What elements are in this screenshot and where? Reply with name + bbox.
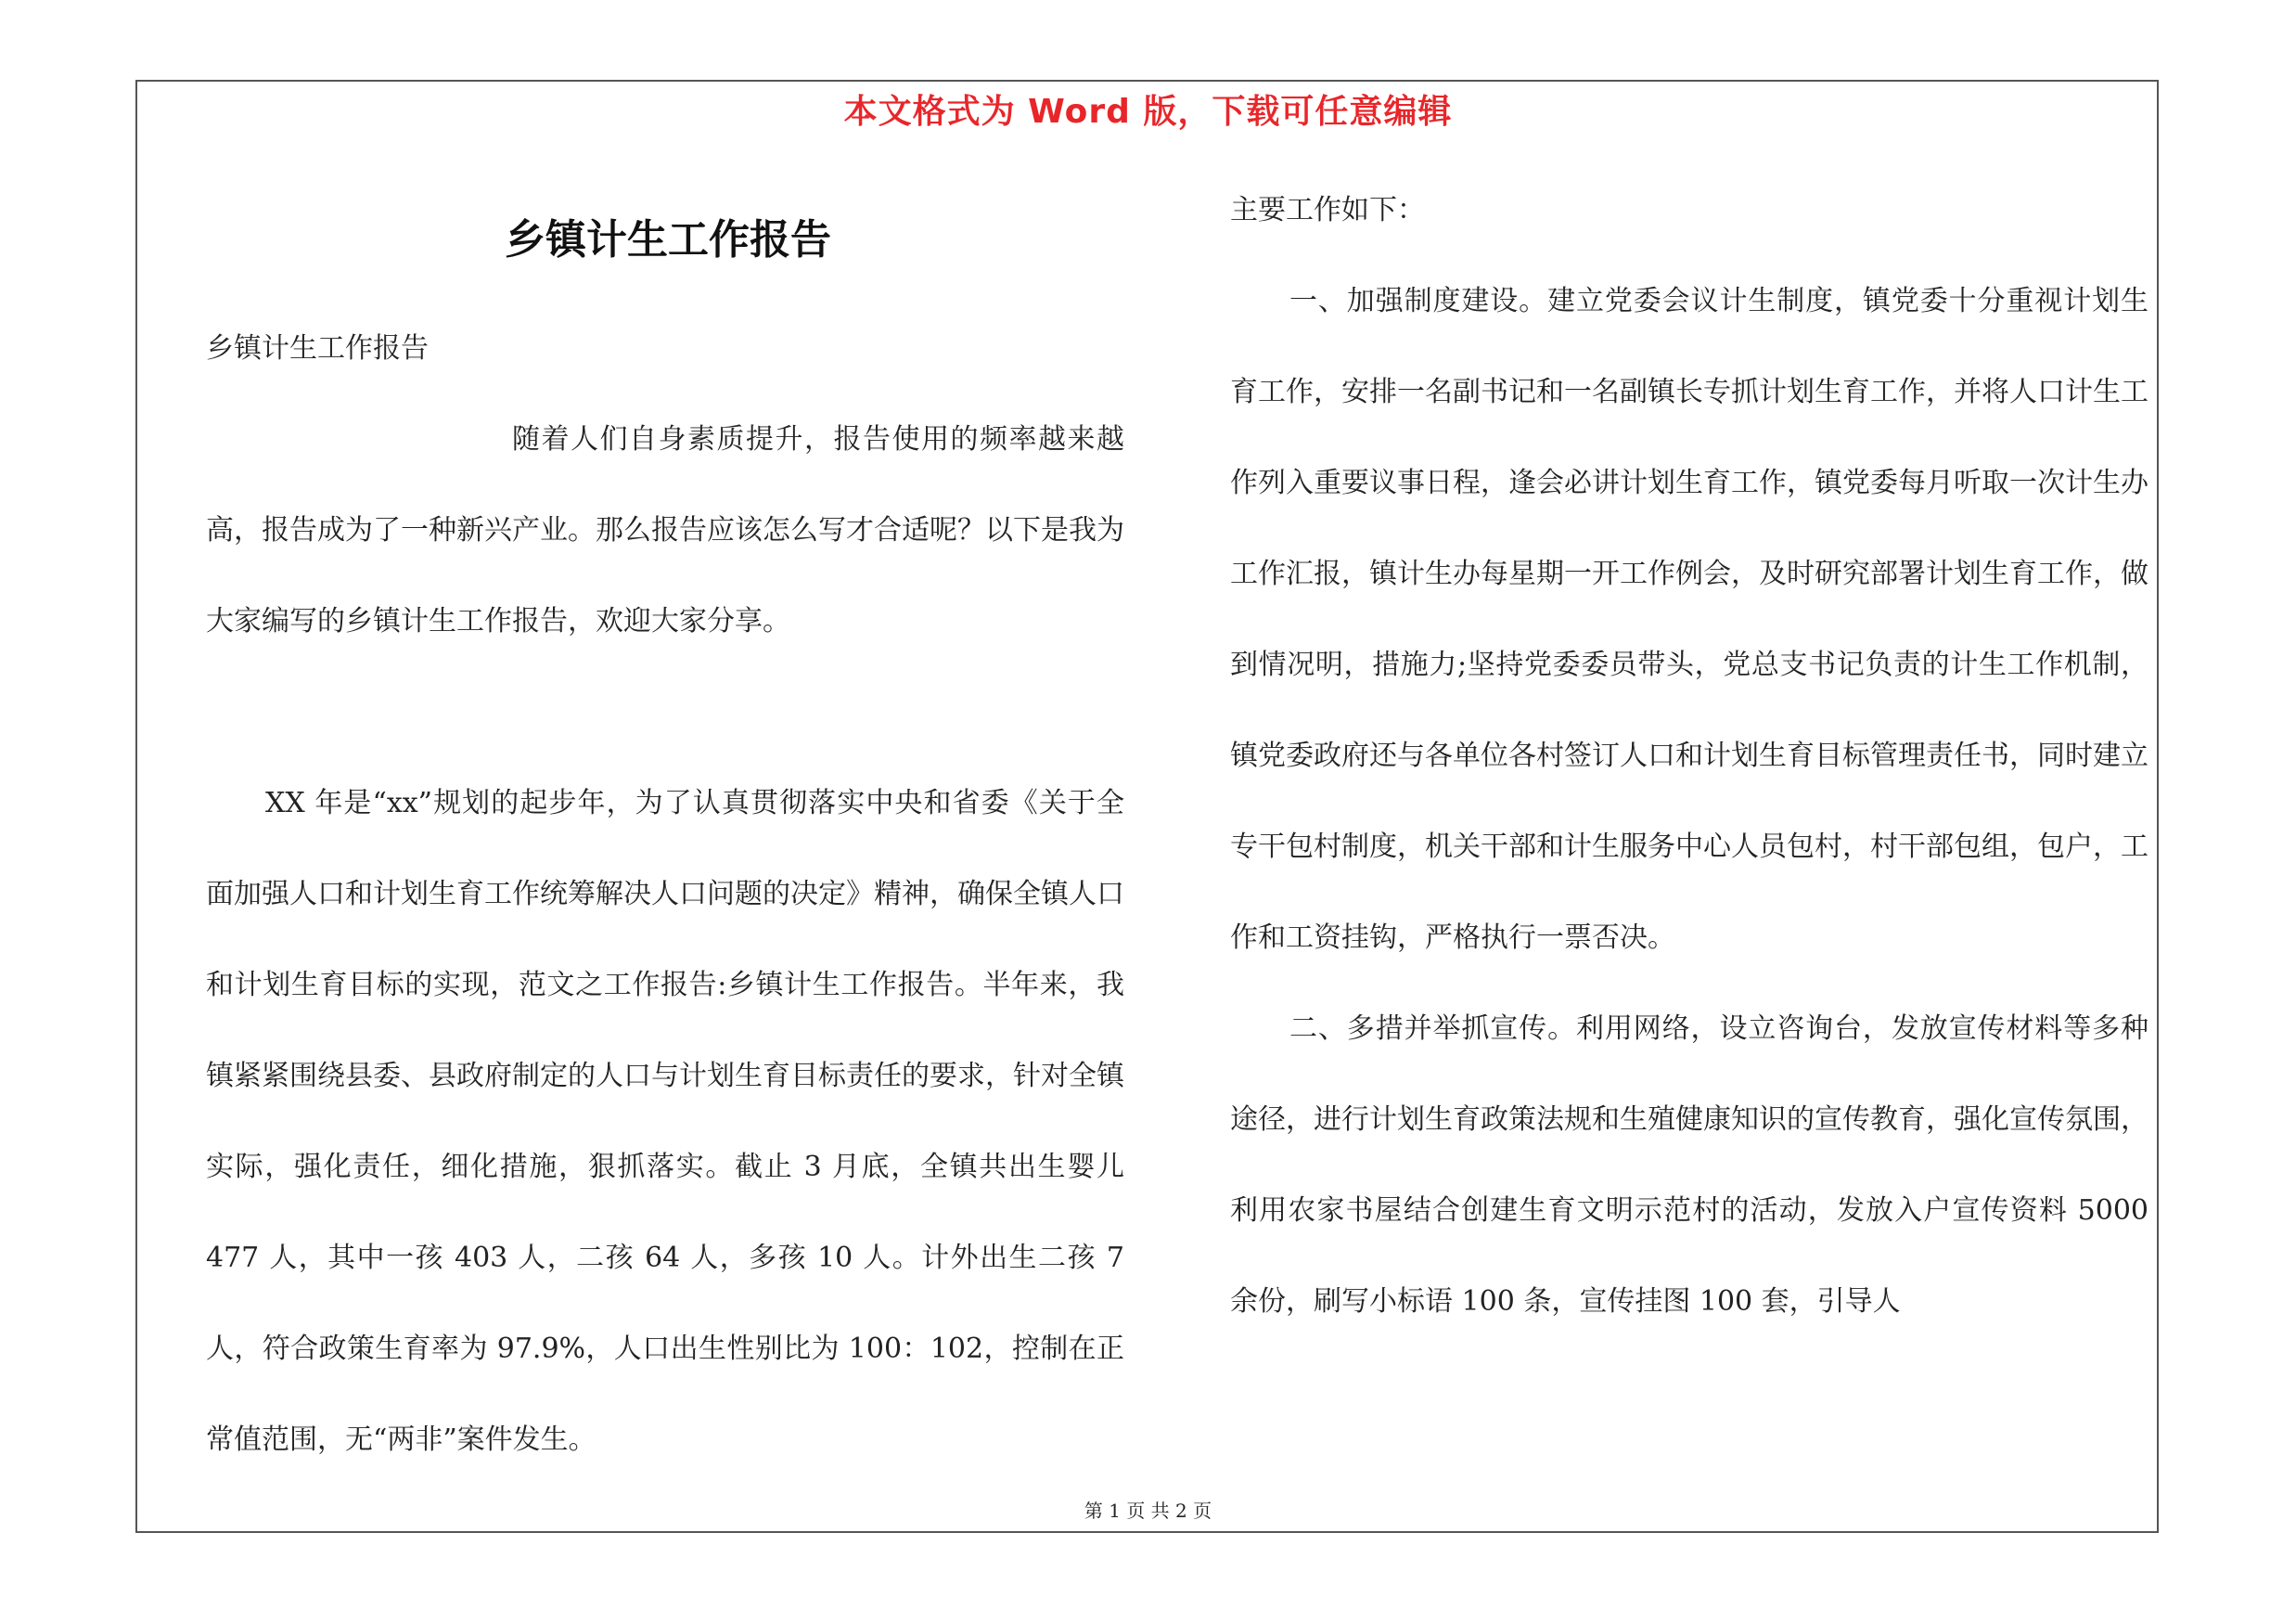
paragraph-spacer (206, 667, 1124, 758)
edit-banner: 本文格式为 Word 版，下载可任意编辑 (843, 93, 1453, 131)
lead-line: 主要工作如下： (1230, 194, 1425, 226)
left-column (206, 303, 1124, 1486)
intro-paragraph: 随着人们自身素质提升，报告使用的频率越来越高，报告成为了一种新兴产业。那么报告应该怎么写才合适呢？以下是我为大家编写的乡镇计生工作报告，欢迎大家分享。 (206, 423, 1124, 638)
section-1-paragraph: 一、加强制度建设。建立党委会议计生制度，镇党委十分重视计划生育工作，安排一名副书记和一名副镇长专抓计划生育工作，并将人口计生工作列入重要议事日程，逢会必讲计划生育工作，镇党委每月听取一次计生办工作汇报，镇计生办每星期一开工作例会，及时研究部署计划生育工作，做到情况明，措施力;坚持党委委员带头，党总支书记负责的计生工作机制，镇党委政府还与各单位各村签订人口和计划生育目标管理责任书，同时建立专干包村制度，机关干部和计生服务中心人员包村，村干部包组，包户，工作和工资挂钩，严格执行一票否决。 (1230, 285, 2148, 954)
page-number: 第 1 页 共 2 页 (1084, 1500, 1212, 1522)
document-title: 乡镇计生工作报告 (505, 216, 831, 264)
section-2-paragraph: 二、多措并举抓宣传。利用网络，设立咨询台，发放宣传材料等多种途径，进行计划生育政策法规和生殖健康知识的宣传教育，强化宣传氛围，利用农家书屋结合创建生育文明示范村的活动，发放入户宣传资料 5000 余份，刷写小标语 100 条，宣传挂图 100 套，引导人 (1230, 1012, 2148, 1318)
body-paragraph: XX 年是“xx”规划的起步年，为了认真贯彻落实中央和省委《关于全面加强人口和计划生育工作统筹解决人口问题的决定》精神，确保全镇人口和计划生育目标的实现，范文之工作报告:乡镇计生工作报告。半年来，我镇紧紧围绕县委、县政府制定的人口与计划生育目标责任的要求，针对全镇实际，强化责任，细化措施，狠抓落实。截止 3 月底，全镇共出生婴儿 477 人，其中一孩 403 人，二孩 64 人，多孩 10 人。计外出生二孩 7 人，符合政策生育率为 97.9%，人口出生性别比为 100：102，控制在正常值范围，无“两非”案件发生。 (206, 787, 1124, 1456)
right-column (1230, 165, 2148, 1347)
subtitle: 乡镇计生工作报告 (206, 332, 429, 365)
